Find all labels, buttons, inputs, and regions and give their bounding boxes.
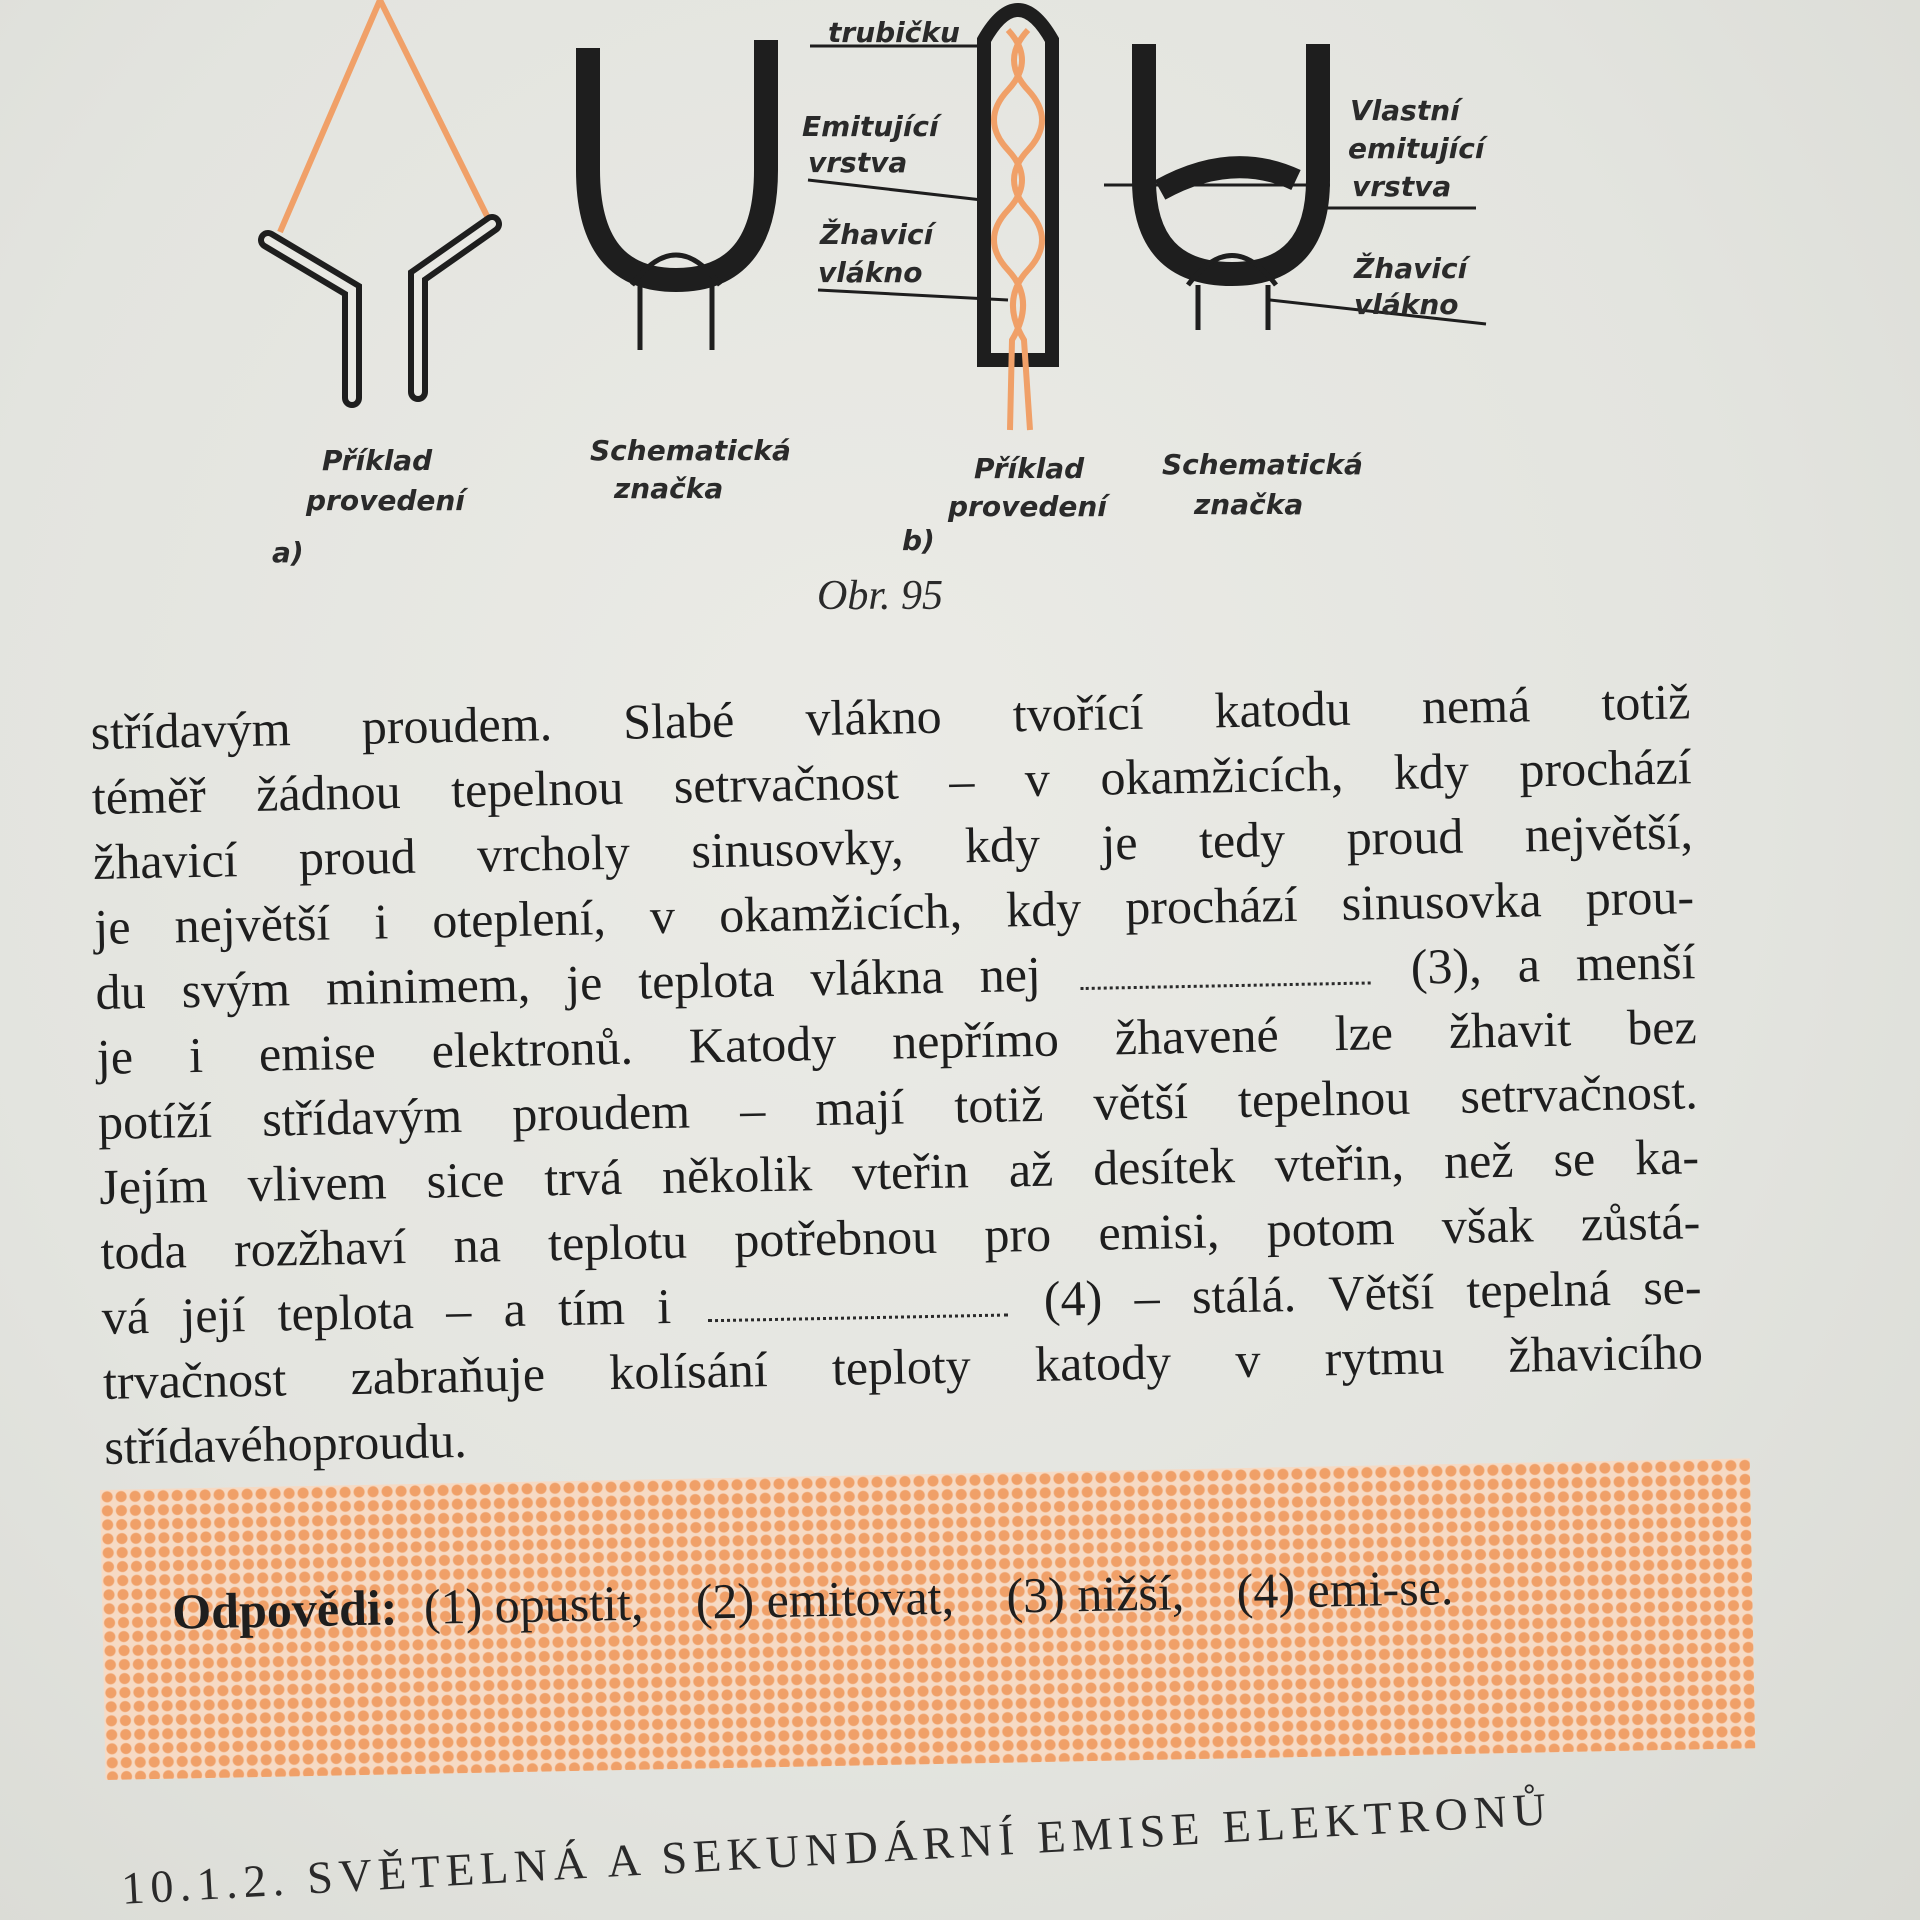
word: Jejím xyxy=(98,1156,209,1215)
word: kdy xyxy=(1005,880,1082,938)
word: ka- xyxy=(1634,1128,1700,1186)
word: rytmu xyxy=(1324,1328,1445,1387)
label-zhavici-right: Žhavicí xyxy=(1354,252,1468,285)
word: vteřin xyxy=(851,1142,970,1201)
word: Slabé xyxy=(622,691,735,750)
word: proudu. xyxy=(312,1411,468,1471)
label-vrstva: vrstva xyxy=(808,146,908,179)
symbol-b-emitting-band xyxy=(1160,167,1296,190)
word: okamžicích, xyxy=(718,882,963,943)
word: teplota xyxy=(637,950,775,1010)
schematic-symbol-a xyxy=(588,40,766,350)
word: desítek xyxy=(1092,1137,1236,1196)
word: tepelnou xyxy=(450,758,624,819)
word: v xyxy=(1234,1331,1261,1389)
word: katody xyxy=(1034,1333,1172,1392)
word: proudem. xyxy=(361,695,553,755)
figure-95-cathode-diagrams xyxy=(0,0,1920,640)
word: toda xyxy=(100,1222,188,1280)
word: setrvačnost xyxy=(673,753,900,814)
word: sinusovka xyxy=(1341,871,1543,932)
word: tvořící xyxy=(1012,683,1144,743)
answer-item: (4) emi-se. xyxy=(1236,1559,1454,1620)
word: a xyxy=(1517,936,1541,993)
label-schematicka-a: Schematická xyxy=(590,434,791,467)
word: je xyxy=(565,954,603,1011)
word: oteplení, xyxy=(431,889,607,949)
label-emitujici-right: emitující xyxy=(1348,132,1485,165)
label-znacka-b: značka xyxy=(1194,488,1304,521)
body-paragraph xyxy=(90,669,1705,1480)
label-trubicku: trubičku xyxy=(828,16,960,49)
word: potíží xyxy=(97,1091,213,1150)
word: bez xyxy=(1626,998,1698,1056)
word: i xyxy=(188,1026,204,1084)
label-priklad-b: Příklad xyxy=(974,452,1085,485)
fill-in-blank xyxy=(707,1284,1008,1323)
word: potom xyxy=(1266,1199,1395,1258)
word: však xyxy=(1441,1196,1534,1255)
word: prochází xyxy=(1124,875,1298,936)
label-provedeni-b: provedení xyxy=(948,490,1107,523)
word: se xyxy=(1552,1130,1596,1187)
orange-filament-a xyxy=(280,0,488,232)
label-emitujici: Emitující xyxy=(802,110,939,143)
label-vlakno-right: vlákno xyxy=(1354,288,1459,321)
word: potřebnou xyxy=(733,1207,938,1268)
word: tím xyxy=(557,1278,626,1337)
word: mají xyxy=(814,1078,905,1137)
word: – xyxy=(445,1281,472,1339)
word: (3), xyxy=(1410,937,1483,995)
word: téměř xyxy=(91,766,207,825)
word: žhavené xyxy=(1114,1006,1280,1066)
twisted-heater-1 xyxy=(994,30,1023,430)
word: teplota xyxy=(277,1282,415,1342)
word: až xyxy=(1008,1140,1054,1198)
word: emise xyxy=(258,1023,377,1082)
label-provedeni-a: provedení xyxy=(306,484,465,517)
word: prou- xyxy=(1585,868,1695,927)
answer-item: (3) nižší, xyxy=(1005,1564,1185,1624)
word: prochází xyxy=(1518,738,1693,798)
cathode-tube xyxy=(984,10,1052,360)
word: Katody xyxy=(688,1014,837,1074)
twisted-heater-2 xyxy=(1013,30,1042,430)
word: nej xyxy=(979,945,1042,1003)
label-vlakno-b: vlákno xyxy=(818,256,923,289)
word: – xyxy=(739,1081,766,1138)
word: žádnou xyxy=(255,763,402,822)
word: střídavým xyxy=(261,1086,463,1147)
word: sice xyxy=(426,1151,505,1209)
leader-emitujici xyxy=(808,180,982,200)
word: lze xyxy=(1334,1004,1394,1062)
word: svým xyxy=(181,960,291,1019)
word: střídavým xyxy=(90,700,292,760)
word: její xyxy=(180,1286,246,1344)
word: totiž xyxy=(953,1075,1044,1134)
answer-item: (2) emitovat, xyxy=(695,1568,955,1630)
word: – xyxy=(948,752,975,809)
word: větší xyxy=(1092,1073,1189,1131)
word: vrcholy xyxy=(476,823,631,883)
label-vrstva-right: vrstva xyxy=(1352,170,1452,203)
word: vlákno xyxy=(805,687,943,747)
symbol-a-u-shape xyxy=(588,40,766,280)
word: je xyxy=(96,1028,134,1085)
word: nemá xyxy=(1421,676,1531,735)
word: sinusovky, xyxy=(690,818,904,879)
word: proud xyxy=(1346,807,1464,866)
label-zhavici-b: Žhavicí xyxy=(820,218,934,251)
word: kolísání xyxy=(608,1341,769,1401)
word: vá xyxy=(101,1287,150,1345)
word: kdy xyxy=(964,815,1041,874)
figure-caption: Obr. 95 xyxy=(816,573,944,619)
label-znacka-a: značka xyxy=(614,472,724,505)
word: du xyxy=(95,962,147,1020)
word: žhavit xyxy=(1448,1000,1572,1059)
word: menší xyxy=(1575,933,1696,992)
marker-b: b) xyxy=(902,524,935,557)
word: totiž xyxy=(1600,673,1691,731)
word: trvačnost xyxy=(102,1350,287,1410)
word: se- xyxy=(1642,1258,1702,1316)
filament-example-a xyxy=(268,0,492,398)
word: (4) xyxy=(1043,1269,1103,1327)
label-vlastni: Vlastní xyxy=(1350,94,1460,127)
word: největší, xyxy=(1524,803,1694,863)
word: vlákna xyxy=(809,947,945,1007)
word: největší xyxy=(174,894,331,954)
word: trvá xyxy=(543,1148,623,1207)
word: i xyxy=(656,1277,672,1335)
word: pro xyxy=(983,1205,1052,1263)
word: vteřin, xyxy=(1274,1133,1405,1193)
word: vlivem xyxy=(247,1153,388,1213)
word: a xyxy=(502,1280,527,1338)
word: žhavicí xyxy=(92,831,238,890)
word: okamžicích, xyxy=(1099,744,1344,806)
word: zůstá- xyxy=(1580,1193,1701,1252)
word: teplotu xyxy=(547,1212,688,1272)
word: proudem xyxy=(511,1082,691,1142)
word: je xyxy=(1100,813,1139,871)
word: žhavicího xyxy=(1507,1323,1704,1383)
word: emisi, xyxy=(1097,1202,1220,1261)
word: stálá. xyxy=(1191,1265,1297,1324)
word: – xyxy=(1134,1268,1161,1326)
word: je xyxy=(93,898,131,955)
word: minimem, xyxy=(325,955,531,1016)
marker-a: a) xyxy=(272,536,304,569)
word: v xyxy=(649,887,676,945)
word: tedy xyxy=(1198,811,1286,869)
word: na xyxy=(452,1216,502,1274)
word: zabraňuje xyxy=(350,1345,546,1406)
word: proud xyxy=(298,827,417,887)
word: Větší xyxy=(1327,1263,1435,1322)
word: v xyxy=(1024,750,1051,808)
word: rozžhaví xyxy=(233,1218,407,1278)
word: i xyxy=(373,893,389,950)
label-priklad-a: Příklad xyxy=(322,444,433,477)
word: elektronů. xyxy=(431,1018,634,1079)
fill-in-blank xyxy=(1080,951,1371,990)
label-schematicka-b: Schematická xyxy=(1162,448,1363,481)
word: tepelnou xyxy=(1237,1068,1411,1129)
word: nepřímo xyxy=(891,1010,1060,1070)
answer-item: (1) opustit, xyxy=(423,1574,644,1635)
word: teploty xyxy=(831,1337,972,1396)
word: setrvačnost. xyxy=(1459,1063,1699,1124)
word: katodu xyxy=(1214,679,1352,739)
word: střídavého xyxy=(103,1414,314,1475)
answers-label: Odpovědi: xyxy=(171,1579,398,1640)
word: několik xyxy=(661,1145,813,1205)
word: tepelná xyxy=(1465,1259,1612,1319)
section-heading: 10.1.2. SVĚTELNÁ A SEKUNDÁRNÍ EMISE ELEKTRONŮ xyxy=(120,1783,1554,1914)
word: kdy xyxy=(1393,742,1470,800)
answers-box xyxy=(100,1458,1755,1780)
word: než xyxy=(1443,1131,1514,1190)
answers-text xyxy=(172,1551,1693,1642)
